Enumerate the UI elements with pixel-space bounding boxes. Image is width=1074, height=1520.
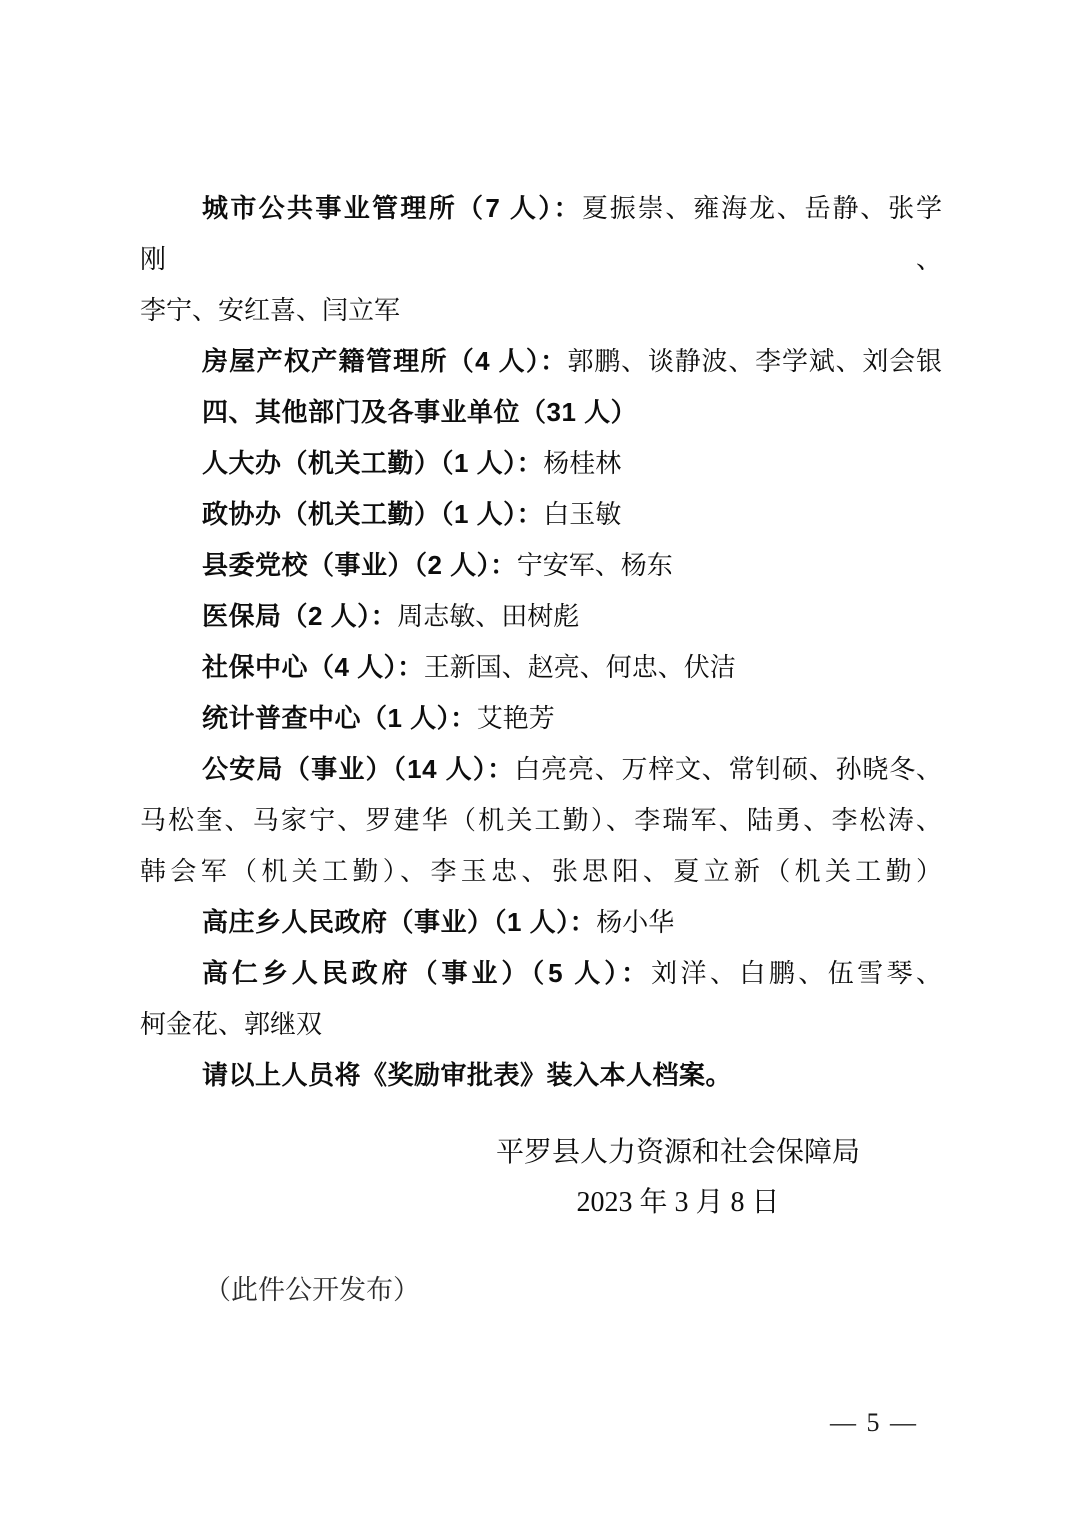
person-names: 周志敏、田树彪 [397,602,580,631]
person-names: 夏振崇、雍海龙、岳静、张学刚、 [140,194,942,274]
document-line [140,183,942,285]
person-names: 柯金花、郭继双 [140,1010,323,1039]
person-names: 郭鹏、谈静波、李学斌、刘会银 [567,347,942,376]
department-count-label: 公安局（事业）（14 人）： [202,754,515,784]
department-count-label: 社保中心（4 人）： [202,652,424,682]
document-line [140,795,942,846]
person-names: 王新国、赵亮、何忠、伏洁 [423,653,736,682]
document-line [140,846,942,897]
document-line [140,540,942,591]
document-line [140,693,942,744]
person-names: 白亮亮、万梓文、常钊硕、孙晓冬、 [514,755,942,784]
department-count-label: 统计普查中心（1 人）： [202,703,477,733]
department-count-label: 房屋产权产籍管理所（4 人）： [202,346,568,376]
department-count-label: 县委党校（事业）（2 人）： [202,550,517,580]
document-line [140,744,942,795]
page-number: — 5 — [830,1408,918,1437]
document-line [140,591,942,642]
document-line [140,642,942,693]
document-line [140,999,942,1050]
document-line [140,387,942,438]
document-line [140,489,942,540]
document-line [140,336,942,387]
document-body [140,183,942,1101]
document-line [140,948,942,999]
person-names: 韩会军（机关工勤）、李玉忠、张思阳、夏立新（机关工勤） [140,857,942,886]
department-count-label: 人大办（机关工勤）（1 人）： [202,448,544,478]
department-count-label: 城市公共事业管理所（7 人）： [202,193,582,223]
section-heading: 请以上人员将《奖励审批表》装入本人档案。 [202,1060,733,1090]
person-names: 杨小华 [596,908,675,937]
department-count-label: 医保局（2 人）： [202,601,398,631]
issuing-authority: 平罗县人力资源和社会保障局 [495,1137,860,1168]
department-count-label: 政协办（机关工勤）（1 人）： [202,499,544,529]
publication-note: （此件公开发布） [204,1275,420,1305]
document-line [140,897,942,948]
person-names: 白玉敏 [543,500,622,529]
document-line [140,285,942,336]
person-names: 宁安军、杨东 [516,551,673,580]
department-count-label: 高庄乡人民政府（事业）（1 人）： [202,907,597,937]
signature-block [478,1128,878,1228]
person-names: 艾艳芳 [476,704,555,733]
issue-date: 2023 年 3 月 8 日 [576,1187,780,1218]
person-names: 刘洋、白鹏、伍雪琴、 [651,959,942,988]
department-count-label: 高仁乡人民政府（事业）（5 人）： [202,958,652,988]
document-line [140,1050,942,1101]
person-names: 马松奎、马家宁、罗建华（机关工勤）、李瑞军、陆勇、李松涛、 [140,806,942,835]
section-heading: 四、其他部门及各事业单位（31 人） [202,397,638,427]
person-names: 李宁、安红喜、闫立军 [140,296,401,325]
document-line [140,438,942,489]
person-names: 杨桂林 [543,449,622,478]
